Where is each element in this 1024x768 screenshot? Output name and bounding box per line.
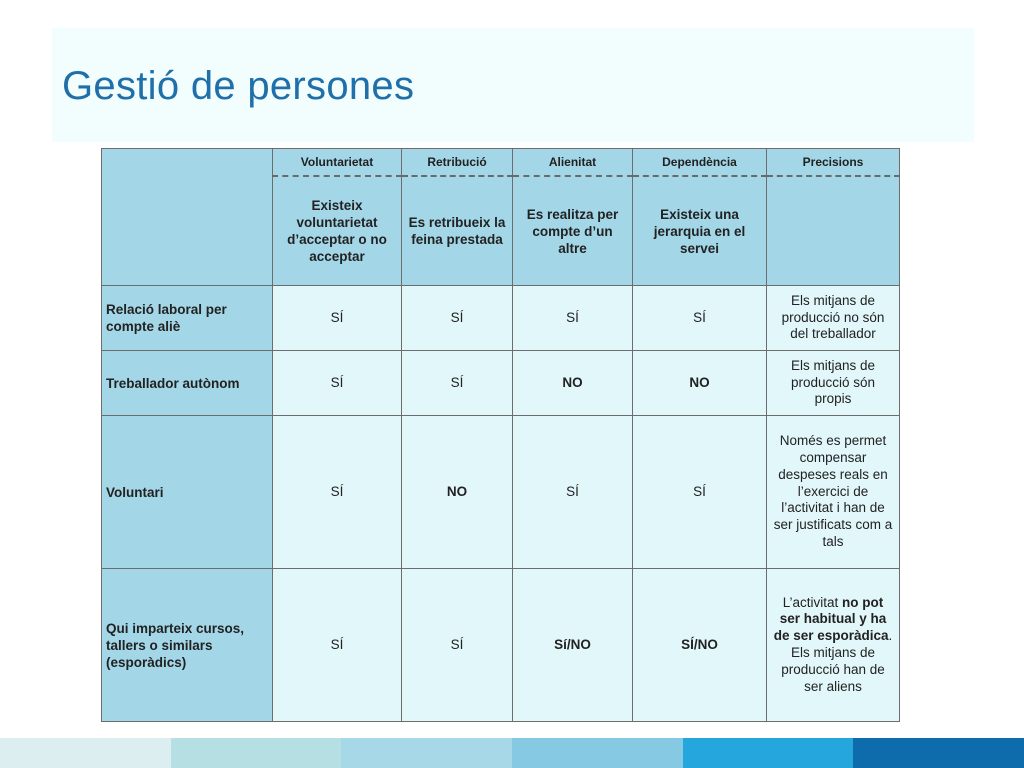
- cell-alienitat: Sí/NO: [513, 569, 633, 722]
- comparison-table: [101, 148, 900, 722]
- footer-segment: [341, 738, 512, 768]
- row-label: Treballador autònom: [102, 351, 273, 416]
- precision-text: L’activitat: [782, 594, 843, 610]
- row-label: Voluntari: [102, 416, 273, 569]
- cell-dependencia: SÍ: [633, 416, 767, 569]
- footer-segment: [853, 738, 1024, 768]
- cell-dependencia: SÍ/NO: [633, 569, 767, 722]
- slide-title: Gestió de persones: [62, 64, 415, 108]
- cell-retribucio: NO: [402, 416, 513, 569]
- cell-voluntarietat: SÍ: [273, 569, 402, 722]
- cell-alienitat: SÍ: [513, 416, 633, 569]
- header-retribucio: Retribució: [402, 149, 513, 177]
- cell-alienitat: SÍ: [513, 286, 633, 351]
- cell-retribucio: SÍ: [402, 286, 513, 351]
- header-alienitat: Alienitat: [513, 149, 633, 177]
- precision-text: . Els mitjans de producció han de ser aliens: [781, 628, 893, 694]
- cell-precisions: Els mitjans de producció no són del treballador: [767, 286, 900, 351]
- desc-retribucio: Es retribueix la feina prestada: [402, 176, 513, 286]
- desc-voluntarietat: Existeix voluntarietat d’acceptar o no acceptar: [273, 176, 402, 286]
- header-voluntarietat: Voluntarietat: [273, 149, 402, 177]
- precision-emphasis: no pot ser habitual y ha de ser esporàdica: [773, 594, 889, 644]
- cell-voluntarietat: SÍ: [273, 286, 402, 351]
- desc-alienitat: Es realitza per compte d’un altre: [513, 176, 633, 286]
- footer-color-bar: [0, 738, 1024, 768]
- footer-segment: [0, 738, 171, 768]
- header-precisions: Precisions: [767, 149, 900, 177]
- footer-segment: [683, 738, 854, 768]
- header-dependencia: Dependència: [633, 149, 767, 177]
- row-label: Relació laboral per compte aliè: [102, 286, 273, 351]
- table-row-voluntari: [102, 416, 900, 569]
- cell-alienitat: NO: [513, 351, 633, 416]
- cell-precisions: Els mitjans de producció són propis: [767, 351, 900, 416]
- header-row: [102, 149, 900, 177]
- table-row-relacio-laboral: [102, 286, 900, 351]
- row-label: Qui imparteix cursos, tallers o similars (esporàdics): [102, 569, 273, 722]
- cell-dependencia: NO: [633, 351, 767, 416]
- title-band: [52, 28, 974, 142]
- cell-voluntarietat: SÍ: [273, 416, 402, 569]
- cell-retribucio: SÍ: [402, 569, 513, 722]
- footer-segment: [512, 738, 683, 768]
- table-corner-cell: [102, 149, 273, 286]
- cell-retribucio: SÍ: [402, 351, 513, 416]
- cell-precisions: Només es permet compensar despeses reals en l’exercici de l’activitat i han de ser justificats com a tals: [767, 416, 900, 569]
- desc-precisions: [767, 176, 900, 286]
- cell-dependencia: SÍ: [633, 286, 767, 351]
- cell-voluntarietat: SÍ: [273, 351, 402, 416]
- table-row-cursos: [102, 569, 900, 722]
- table-row-treballador-autonom: [102, 351, 900, 416]
- footer-segment: [171, 738, 342, 768]
- desc-dependencia: Existeix una jerarquia en el servei: [633, 176, 767, 286]
- cell-precisions: [767, 569, 900, 722]
